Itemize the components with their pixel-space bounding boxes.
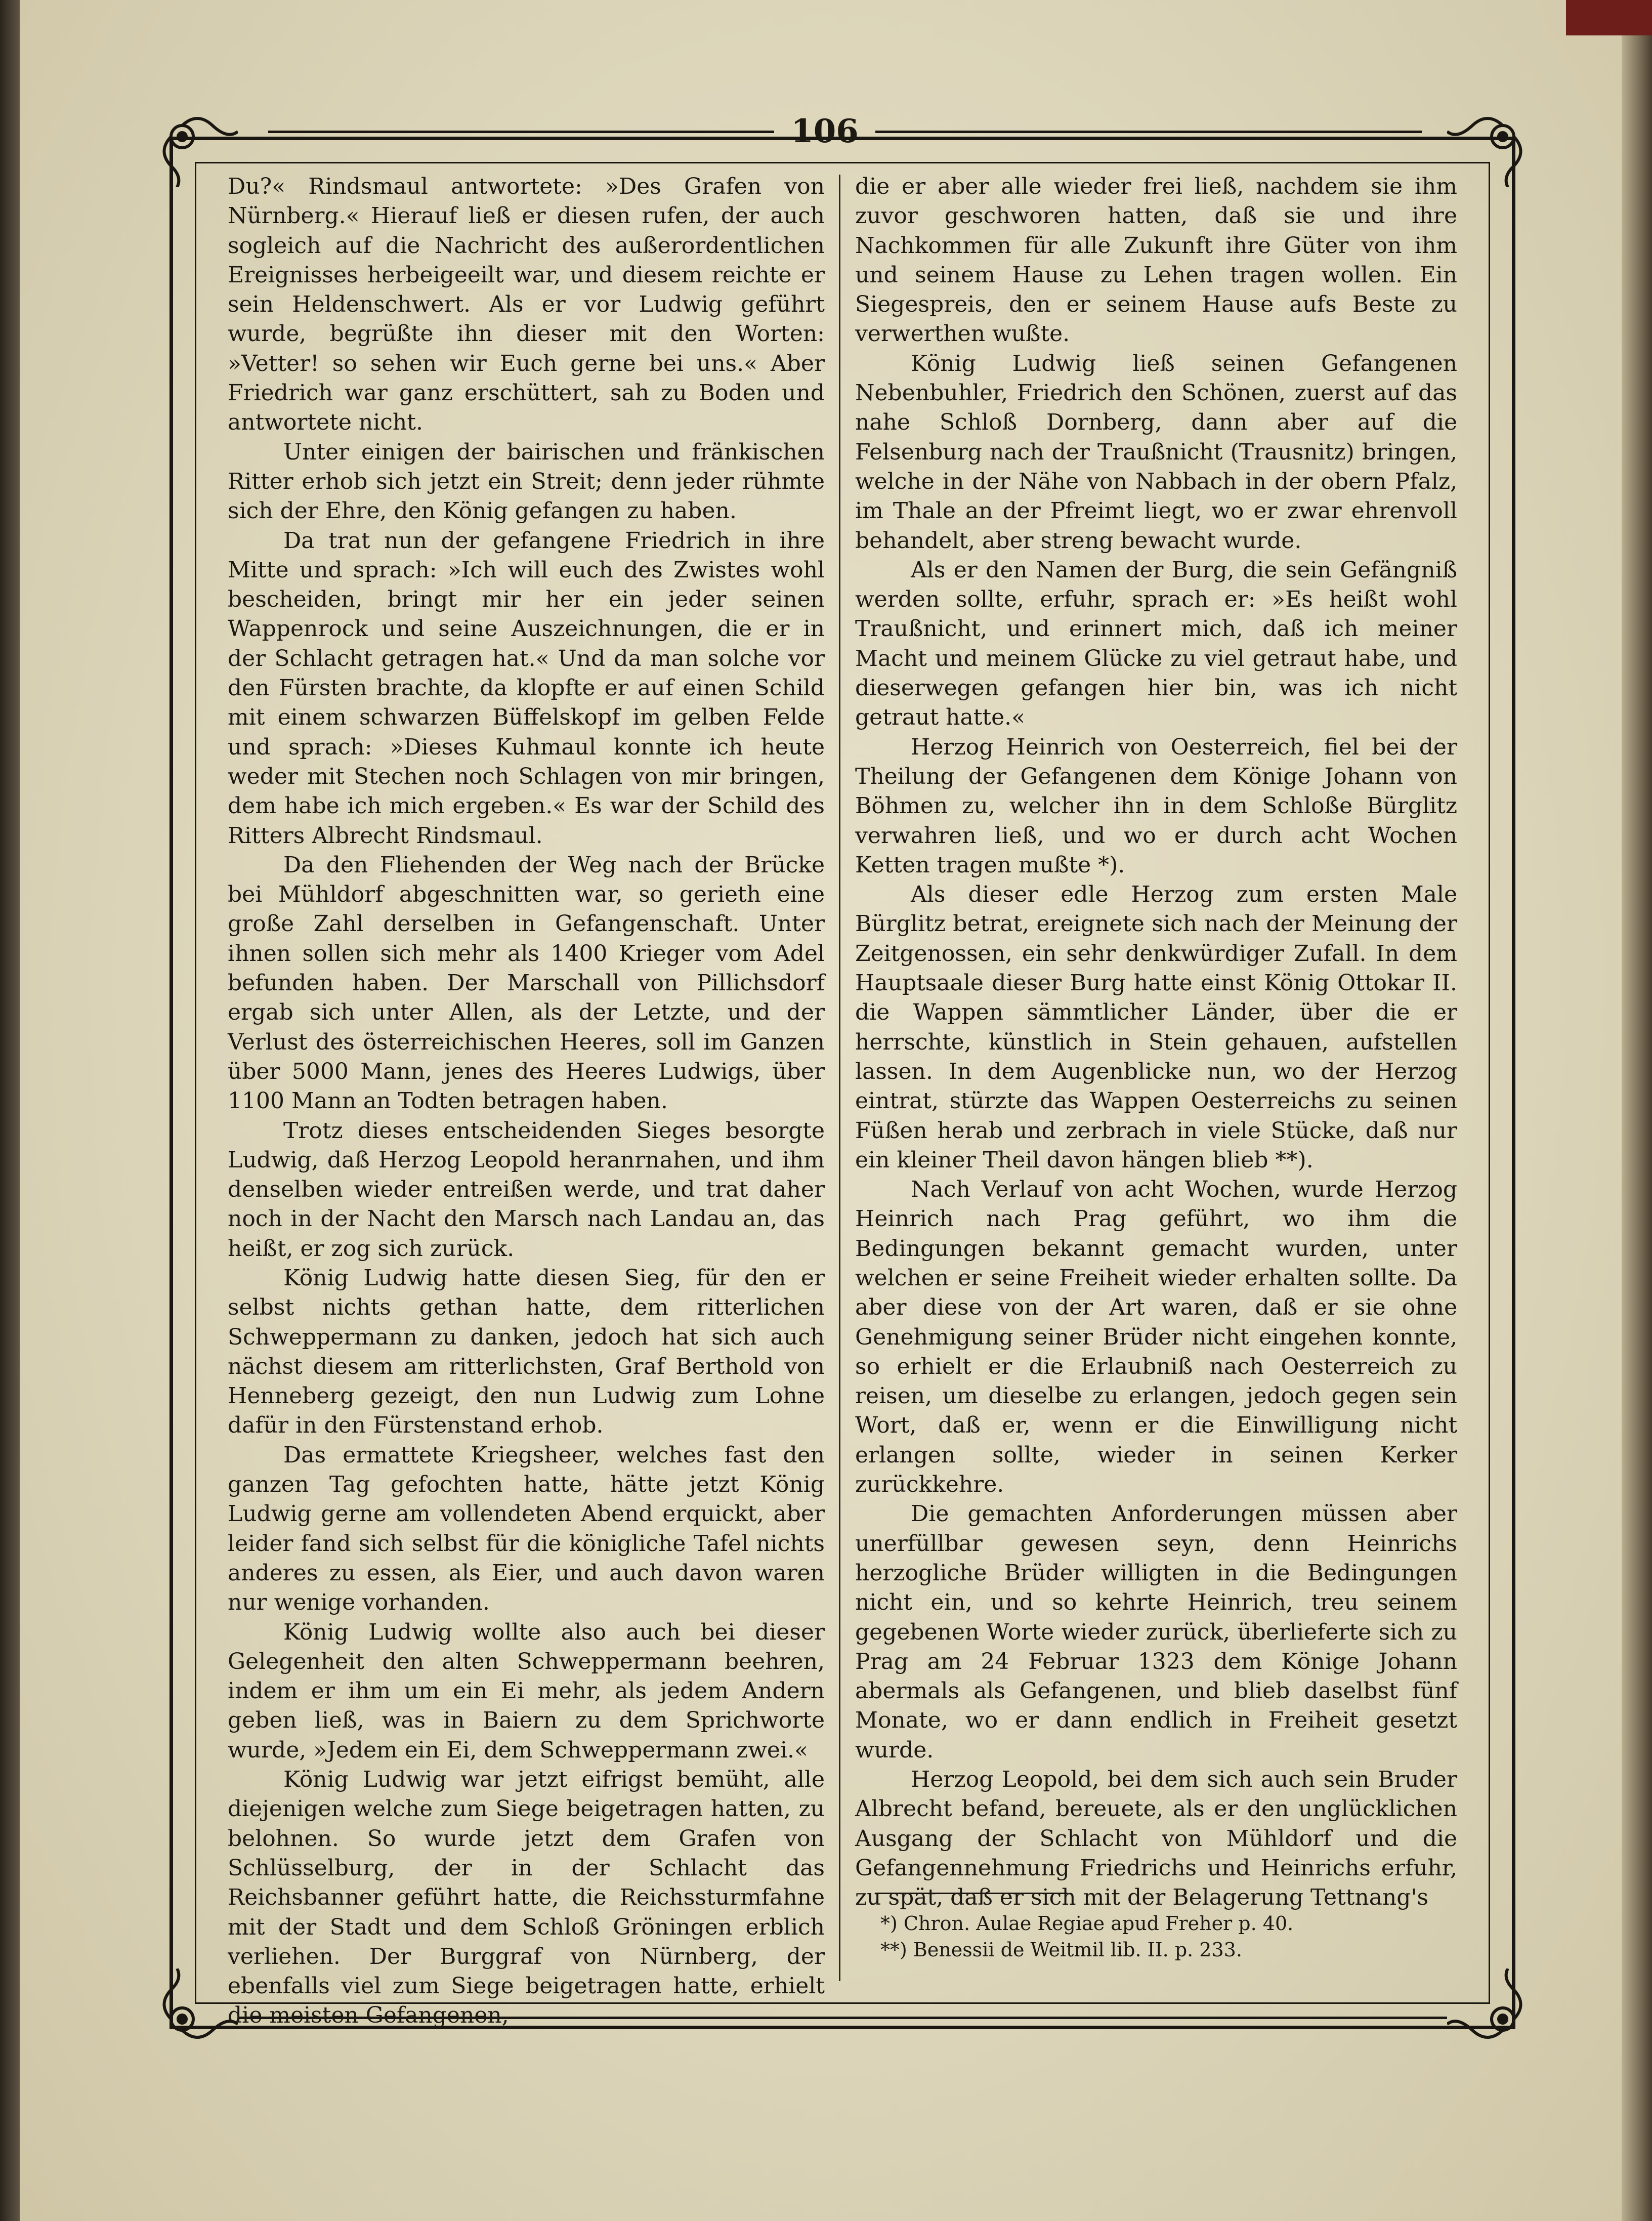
- paragraph: Da den Fliehenden der Weg nach der Brücke bei Mühldorf abgeschnitten war, so gerieth eine große Zahl derselben in Gefangenschaft. Unter ihnen sollen sich mehr als 1400 Krieger vom Adel befunden haben. Der Marschall von Pillichsdorf ergab sich unter Allen, als der Letzte, und der Verlust des österreichischen Heeres, soll im Ganzen über 5000 Mann, jenes des Heeres Ludwigs, über 1100 Mann an Todten betragen haben.: [228, 852, 825, 1114]
- paragraph: Als er den Namen der Burg, die sein Gefängniß werden sollte, erfuhr, sprach er: »Es heißt wohl Traußnicht, und erinnert mich, daß ich meiner Macht und meinem Glücke zu viel getraut habe, und dieserwegen gefangen hier bin, was ich nicht getraut hatte.«: [855, 557, 1457, 731]
- paragraph: die er aber alle wieder frei ließ, nachdem sie ihm zuvor geschworen hatten, daß sie und ihre Nachkommen für alle Zukunft ihre Güter von ihm und seinem Hause zu Lehen tragen wollen. Ein Siegespreis, den er seinem Hause aufs Beste zu verwerthen wußte.: [855, 174, 1457, 347]
- paragraph: Nach Verlauf von acht Wochen, wurde Herzog Heinrich nach Prag geführt, wo ihm die Bedingungen bekannt gemacht wurden, unter welchen er seine Freiheit wieder erhalten sollte. Da aber diese von der Art waren, daß er sie ohne Genehmigung seiner Brüder nicht eingehen konnte, so erhielt er die Erlaubniß nach Oesterreich zu reisen, um dieselbe zu erlangen, jedoch gegen sein Wort, daß er, wenn er die Einwilligung nicht erlangen sollte, wieder in seinen Kerker zurückkehre.: [855, 1177, 1457, 1498]
- ornament-bottom-left-icon: [152, 1968, 238, 2055]
- footnote: *) Chron. Aulae Regiae apud Freher p. 40.: [880, 1912, 1294, 1935]
- ornament-top-left-icon: [152, 101, 238, 187]
- right-text-column: [855, 172, 1457, 1913]
- paragraph: Da trat nun der gefangene Friedrich in ihre Mitte und sprach: »Ich will euch des Zwistes wohl bescheiden, bringt mir her ein jeder seinen Wappenrock und seine Auszeichnungen, die er in der Schlacht getragen hat.« Und da man solche vor den Fürsten brachte, da klopfte er auf einen Schild mit einem schwarzen Büffelskopf im gelben Felde und sprach: »Dieses Kuhmaul konnte ich heute weder mit Stechen noch Schlagen von mir bringen, dem habe ich mich ergeben.« Es war der Schild des Ritters Albrecht Rindsmaul.: [228, 527, 825, 849]
- paragraph: Die gemachten Anforderungen müssen aber unerfüllbar gewesen seyn, denn Heinrichs herzogliche Brüder willigten in die Bedingungen nicht ein, und so kehrte Heinrich, treu seinem gegebenen Worte wieder zurück, überlieferte sich zu Prag am 24 Februar 1323 dem Könige Johann abermals als Gefangenen, und blieb daselbst fünf Monate, wo er dann endlich in Freiheit gesetzt wurde.: [855, 1501, 1457, 1763]
- paragraph: Herzog Leopold, bei dem sich auch sein Bruder Albrecht befand, bereuete, als er den unglücklichen Ausgang der Schlacht von Mühldorf und die Gefangennehmung Friedrichs und Heinrichs erfuhr, zu spät, daß er sich mit der Belagerung Tettnang's: [855, 1767, 1457, 1911]
- paragraph: König Ludwig ließ seinen Gefangenen Nebenbuhler, Friedrich den Schönen, zuerst auf das nahe Schloß Dornberg, dann aber auf die Felsenburg nach der Traußnicht (Trausnitz) bringen, welche in der Nähe von Nabbach in der obern Pfalz, im Thale an der Pfreimt liegt, wo er zwar ehrenvoll behandelt, aber streng bewacht wurde.: [855, 350, 1457, 554]
- bookmark-tab: [1566, 0, 1652, 35]
- paragraph: Herzog Heinrich von Oesterreich, fiel bei der Theilung der Gefangenen dem Könige Johann von Böhmen zu, welcher ihn in dem Schloße Bürglitz verwahren ließ, und wo er durch acht Wochen Ketten tragen mußte *).: [855, 734, 1457, 878]
- page-number: 106: [791, 112, 859, 150]
- paragraph: König Ludwig wollte also auch bei dieser Gelegenheit den alten Schweppermann beehren, indem er ihm um ein Ei mehr, als jedem Andern geben ließ, was in Baiern zu dem Sprichworte wurde, »Jedem ein Ei, dem Schweppermann zwei.«: [228, 1619, 825, 1763]
- page-right-edge: [1622, 0, 1652, 2221]
- footnotes: [880, 1910, 1462, 1963]
- column-divider: [839, 175, 840, 1981]
- paragraph: König Ludwig war jetzt eifrigst bemüht, alle diejenigen welche zum Siege beigetragen hatten, zu belohnen. So wurde jetzt dem Grafen von Schlüsselburg, der in der Schlacht das Reichsbanner geführt hatte, die Reichssturmfahne mit der Stadt und dem Schloß Gröningen erblich verliehen. Der Burggraf von Nürnberg, der ebenfalls viel zum Siege beigetragen hatte, erhielt die meisten Gefangenen,: [228, 1767, 825, 2029]
- paragraph: Das ermattete Kriegsheer, welches fast den ganzen Tag gefochten hatte, hätte jetzt König Ludwig gerne am vollendeten Abend erquickt, aber leider fand sich selbst für die königliche Tafel nichts anderes zu essen, als Eier, und auch davon waren nur wenige vorhanden.: [228, 1442, 825, 1616]
- ornament-bottom-right-icon: [1447, 1968, 1533, 2055]
- left-text-column: [228, 172, 825, 2031]
- footnote: **) Benessii de Weitmil lib. II. p. 233.: [880, 1939, 1242, 1961]
- ornament-top-right-icon: [1447, 101, 1533, 187]
- paragraph: Du?« Rindsmaul antwortete: »Des Grafen von Nürnberg.« Hierauf ließ er diesen rufen, der auch sogleich auf die Nachricht des außerordentlichen Ereignisses herbeigeeilt war, und diesem reichte er sein Heldenschwert. Als er vor Ludwig geführt wurde, begrüßte ihn dieser mit den Worten: »Vetter! so sehen wir Euch gerne bei uns.« Aber Friedrich war ganz erschüttert, sah zu Boden und antwortete nicht.: [228, 174, 825, 436]
- paragraph: Trotz dieses entscheidenden Sieges besorgte Ludwig, daß Herzog Leopold heranrnahen, und ihm denselben wieder entreißen werde, und trat daher noch in der Nacht den Marsch nach Landau an, das heißt, er zog sich zurück.: [228, 1117, 825, 1262]
- paragraph: Unter einigen der bairischen und fränkischen Ritter erhob sich jetzt ein Streit; denn jeder rühmte sich der Ehre, den König gefangen zu haben.: [228, 439, 825, 524]
- paragraph: König Ludwig hatte diesen Sieg, für den er selbst nichts gethan hatte, dem ritterlichen Schweppermann zu danken, jedoch hat sich auch nächst diesem am ritterlichsten, Graf Berthold von Henneberg gezeigt, den nun Ludwig zum Lohne dafür in den Fürstenstand erhob.: [228, 1265, 825, 1439]
- paragraph: Als dieser edle Herzog zum ersten Male Bürglitz betrat, ereignete sich nach der Meinung der Zeitgenossen, ein sehr denkwürdiger Zufall. In dem Hauptsaale dieser Burg hatte einst König Ottokar II. die Wappen sämmtlicher Länder, über die er herrschte, künstlich in Stein gehauen, aufstellen lassen. In dem Augenblicke nun, wo der Herzog eintrat, stürzte das Wappen Oesterreichs zu seinen Füßen herab und zerbrach in viele Stücke, daß nur ein kleiner Theil davon hängen blieb **).: [855, 882, 1457, 1173]
- header-rule-right: [875, 131, 1422, 133]
- footnote-rule: [875, 1893, 1068, 1894]
- header-rule-left: [268, 131, 774, 133]
